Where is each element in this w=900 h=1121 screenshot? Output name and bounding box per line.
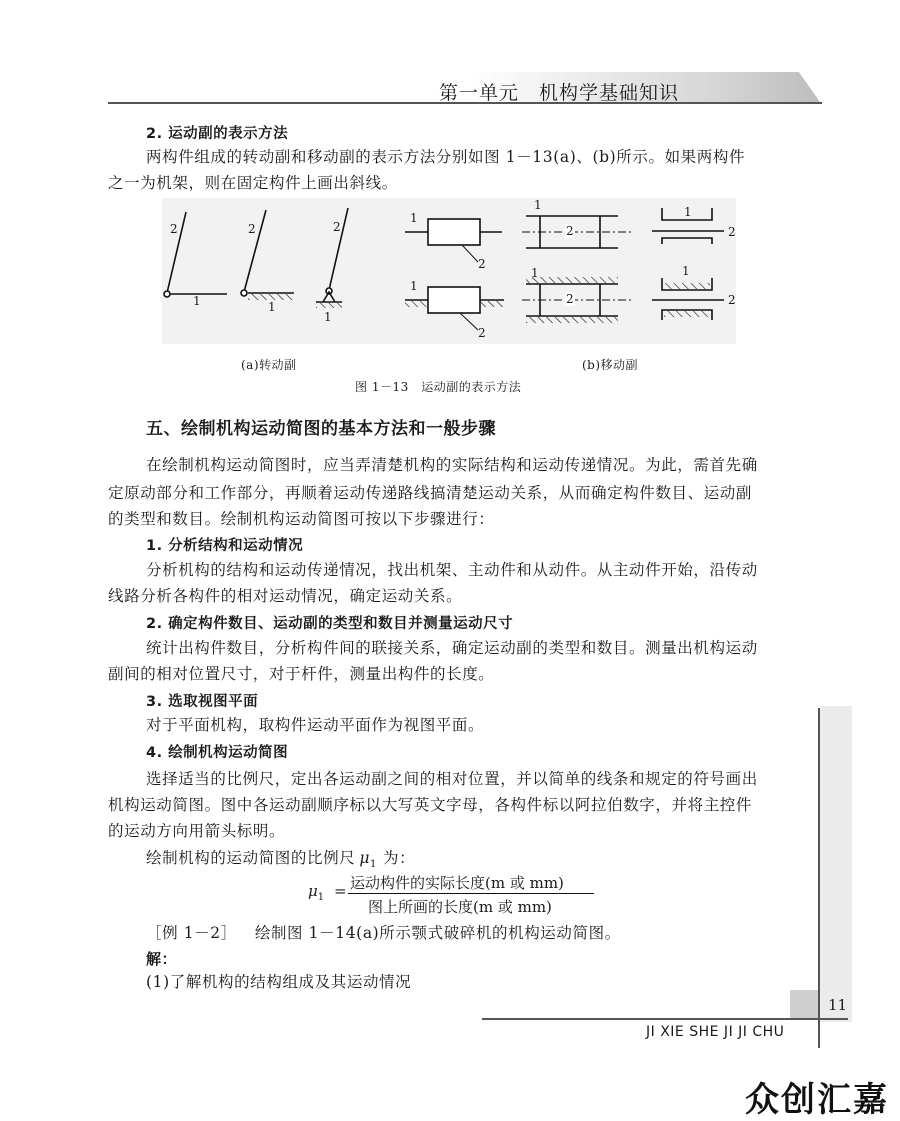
ground-hatch: [405, 301, 428, 307]
solution-label: 解：: [146, 950, 178, 968]
figure-label-1: 1: [410, 279, 418, 293]
figure-label-2: 2: [566, 292, 574, 306]
example-line: [146, 920, 621, 946]
leader-line: [462, 245, 478, 262]
figure-label-1: 1: [324, 310, 332, 324]
step-title: 1. 分析结构和运动情况: [146, 538, 304, 554]
mu-subscript: 1: [370, 859, 377, 871]
formula-numerator: 运动构件的实际长度(m 或 mm): [350, 874, 564, 892]
slider-block: [428, 287, 480, 313]
ground-hatch: [316, 303, 342, 308]
page-number-box: [790, 990, 818, 1018]
paragraph-line: 对于平面机构，取构件运动平面作为视图平面。: [146, 716, 485, 734]
paragraph-line: 的运动方向用箭头标明。: [108, 822, 286, 840]
scale-formula: [304, 872, 604, 918]
kinematic-pair-figure: [0, 0, 900, 420]
subfigure-caption-a: (a)转动副: [241, 358, 297, 372]
subfigure-caption-b: (b)移动副: [582, 358, 639, 372]
leader-line: [460, 313, 478, 330]
figure-label-2: 2: [248, 222, 256, 236]
figure-label-1: 1: [531, 266, 539, 280]
footer-rule: [482, 1018, 848, 1020]
section-heading: 五、绘制机构运动简图的基本方法和一般步骤: [146, 419, 496, 439]
figure-caption: 图 1－13 运动副的表示方法: [355, 380, 522, 394]
figure-label-1: 1: [682, 264, 690, 278]
figure-label-1: 1: [684, 205, 692, 219]
paragraph-line: 机构运动简图。图中各运动副顺序标以大写英文字母，各构件标以阿拉伯数字，并将主控件: [108, 796, 753, 814]
scale-intro-colon: 为：: [382, 849, 416, 867]
step-title: 3. 选取视图平面: [146, 694, 259, 710]
paragraph-line: 选择适当的比例尺，定出各运动副之间的相对位置，并以简单的线条和规定的符号画出: [146, 770, 758, 788]
pin-joint: [241, 290, 247, 296]
paragraph-line: (1)了解机构的结构组成及其运动情况: [146, 973, 412, 991]
paragraph-line: 统计出构件数目，分析构件间的联接关系，确定运动副的类型和数目。测量出机构运动: [146, 639, 758, 657]
figure-label-1: 1: [193, 294, 201, 308]
page-number: 11: [828, 996, 848, 1014]
mu-symbol: μ: [359, 849, 370, 867]
pin-joint: [164, 291, 170, 297]
margin-rule: [818, 708, 820, 1048]
step-title: 4. 绘制机构运动简图: [146, 745, 289, 761]
example-text: 绘制图 1－14(a)所示颚式破碎机的机构运动简图。: [254, 924, 621, 942]
example-label: ［例 1－2］: [146, 924, 237, 942]
fixed-support: [323, 292, 335, 302]
watermark: 众创汇嘉: [745, 1080, 889, 1120]
formula-denominator: 图上所画的长度(m 或 mm): [368, 898, 552, 916]
ground-hatch: [526, 317, 618, 323]
figure-label-2: 2: [728, 225, 736, 239]
figure-label-1: 1: [410, 211, 418, 225]
header-title: 第一单元 机构学基础知识: [439, 82, 680, 104]
paragraph-line: 在绘制机构运动简图时，应当弄清楚机构的实际结构和运动传递情况。为此，需首先确: [146, 456, 758, 474]
paragraph-line: 定原动部分和工作部分，再顺着运动传递路线搞清楚运动关系，从而确定构件数目、运动副: [108, 484, 753, 502]
paragraph-line: 线路分析各构件的相对运动情况，确定运动关系。: [108, 587, 463, 605]
slider-block: [428, 219, 480, 245]
figure-label-2: 2: [566, 224, 574, 238]
margin-shade: [820, 706, 852, 1022]
paragraph-line: 分析机构的结构和运动传递情况，找出机架、主动件和从动件。从主动件开始，沿传动: [146, 561, 758, 579]
figure-label-2: 2: [333, 220, 341, 234]
figure-label-2: 2: [478, 326, 486, 340]
scale-intro-text: 绘制机构的运动简图的比例尺: [146, 849, 356, 867]
ground-hatch: [526, 277, 618, 283]
paragraph-line: 副间的相对位置尺寸，对于杆件，测量出构件的长度。: [108, 665, 495, 683]
paragraph-line: 两构件组成的转动副和移动副的表示方法分别如图 1－13(a)、(b)所示。如果两构件: [146, 148, 746, 166]
ground-hatch: [664, 311, 710, 317]
paragraph-line: 的类型和数目。绘制机构运动简图可按以下步骤进行：: [108, 510, 495, 528]
section-title: 2. 运动副的表示方法: [146, 126, 289, 142]
step-title: 2. 确定构件数目、运动副的类型和数目并测量运动尺寸: [146, 616, 514, 632]
formula-equals: =: [334, 882, 347, 900]
figure-label-2: 2: [728, 293, 736, 307]
ground-hatch: [664, 283, 710, 289]
ground-hatch: [480, 301, 504, 307]
formula-mu: $\mu_1$: [308, 882, 325, 903]
footer-pinyin: JI XIE SHE JI JI CHU: [646, 1024, 785, 1040]
figure-label-2: 2: [170, 222, 178, 236]
paragraph-line: 之一为机架，则在固定构件上画出斜线。: [108, 174, 398, 192]
figure-label-1: 1: [268, 300, 276, 314]
figure-label-1: 1: [534, 198, 542, 212]
figure-label-2: 2: [478, 257, 486, 271]
fraction-bar: [348, 893, 594, 894]
